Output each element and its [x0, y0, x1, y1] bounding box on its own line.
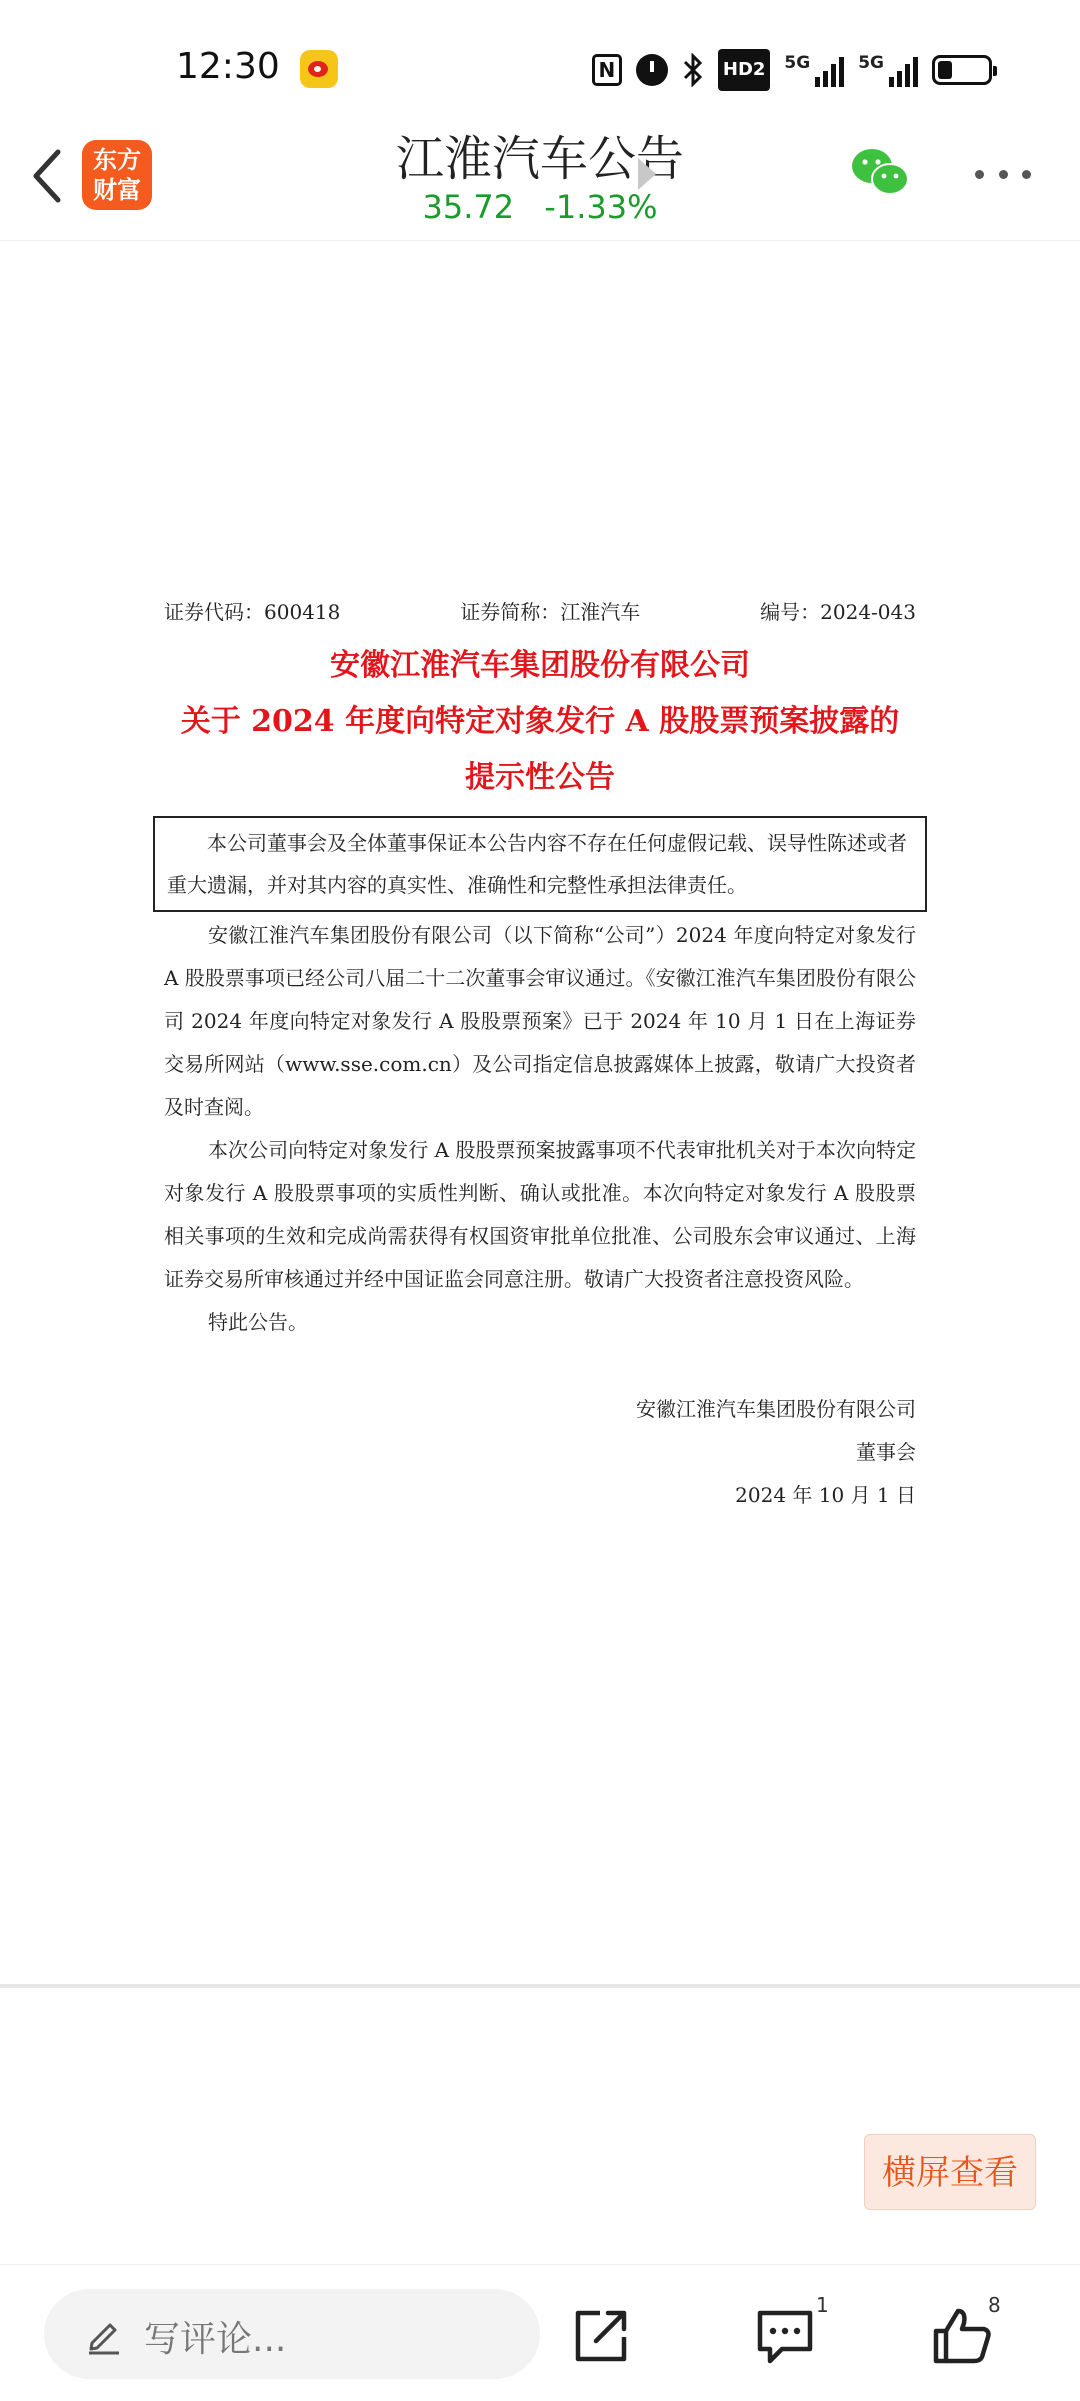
title-line-1: 安徽江淮汽车集团股份有限公司 — [330, 648, 750, 683]
battery-icon — [932, 55, 992, 85]
signature-board: 董事会 — [856, 1440, 916, 1464]
like-count: 8 — [988, 2293, 1001, 2317]
signal-1-label: 5G — [784, 53, 811, 73]
document-number: 编号：2024-043 — [760, 600, 916, 624]
thumbs-up-icon[interactable] — [930, 2303, 994, 2367]
wechat-share-icon[interactable] — [850, 146, 910, 200]
weibo-icon — [300, 50, 338, 88]
status-time: 12:30 — [176, 46, 280, 87]
security-short-name: 证券简称：江淮汽车 — [460, 600, 641, 624]
board-guarantee-notice: 本公司董事会及全体董事保证本公告内容不存在任何虚假记载、误导性陈述或者重大遗漏，并对其内容的真实性、准确性和完整性承担法律责任。 — [153, 816, 927, 912]
alarm-icon — [636, 54, 668, 86]
comment-icon[interactable] — [754, 2307, 816, 2365]
signal-1-icon — [784, 53, 844, 87]
status-icons — [592, 50, 992, 90]
page-title: 江淮汽车公告 — [395, 131, 684, 187]
paragraph-1: 安徽江淮汽车集团股份有限公司（以下简称“公司”）2024 年度向特定对象发行 A 股股票事项已经公司八届二十二次董事会审议通过。《安徽江淮汽车集团股份有限公司 2024 年度向特定对象发行 A 股股票预案》已于 2024 年 10 月 1 日在上海证券交易所网站（www.sse.com.cn）及公司指定信息披露媒体上披露，敬请广大投资者及时查阅。 — [164, 923, 916, 1119]
more-options-icon[interactable] — [975, 170, 1031, 180]
announcement-document — [164, 596, 916, 1517]
stock-change: -1.33% — [544, 188, 658, 226]
document-title — [164, 638, 916, 806]
app-header — [0, 110, 1080, 241]
nfc-icon: N — [592, 54, 622, 86]
logo-line2: 财富 — [93, 176, 141, 204]
paragraph-closing: 特此公告。 — [208, 1310, 308, 1334]
bluetooth-icon — [682, 53, 704, 87]
status-bar — [0, 0, 1080, 110]
share-icon[interactable] — [570, 2305, 632, 2367]
title-line-2: 关于 2024 年度向特定对象发行 A 股股票预案披露的 — [180, 704, 900, 739]
battery-fill — [938, 61, 952, 79]
bottom-action-bar — [0, 2264, 1080, 2401]
pencil-icon — [84, 2315, 124, 2355]
comment-placeholder: 写评论... — [144, 2319, 287, 2360]
play-arrow-icon[interactable] — [638, 158, 656, 190]
document-meta — [164, 596, 916, 630]
signal-2-label: 5G — [858, 53, 884, 73]
title-line-3: 提示性公告 — [465, 760, 615, 795]
section-divider — [0, 1984, 1080, 1988]
comment-count: 1 — [816, 2293, 829, 2317]
signature-company: 安徽江淮汽车集团股份有限公司 — [636, 1397, 916, 1421]
security-code: 证券代码：600418 — [164, 600, 341, 624]
landscape-view-button[interactable]: 横屏查看 — [864, 2134, 1036, 2210]
stock-price: 35.72 — [422, 188, 515, 226]
hd-icon: HD2 — [718, 49, 771, 91]
signal-2-icon — [858, 53, 918, 87]
comment-input[interactable] — [44, 2289, 540, 2379]
paragraph-2: 本次公司向特定对象发行 A 股股票预案披露事项不代表审批机关对于本次向特定对象发行 A 股股票事项的实质性判断、确认或批准。本次向特定对象发行 A 股股票相关事项的生效和完成尚需获得有权国资审批单位批准、公司股东会审议通过、上海证券交易所审核通过并经中国证监会同意注册。敬请广大投资者注意投资风险。 — [164, 1138, 916, 1291]
logo-line1: 东方 — [93, 146, 141, 174]
stock-quote — [0, 188, 1080, 226]
signature-date: 2024 年 10 月 1 日 — [735, 1483, 916, 1507]
